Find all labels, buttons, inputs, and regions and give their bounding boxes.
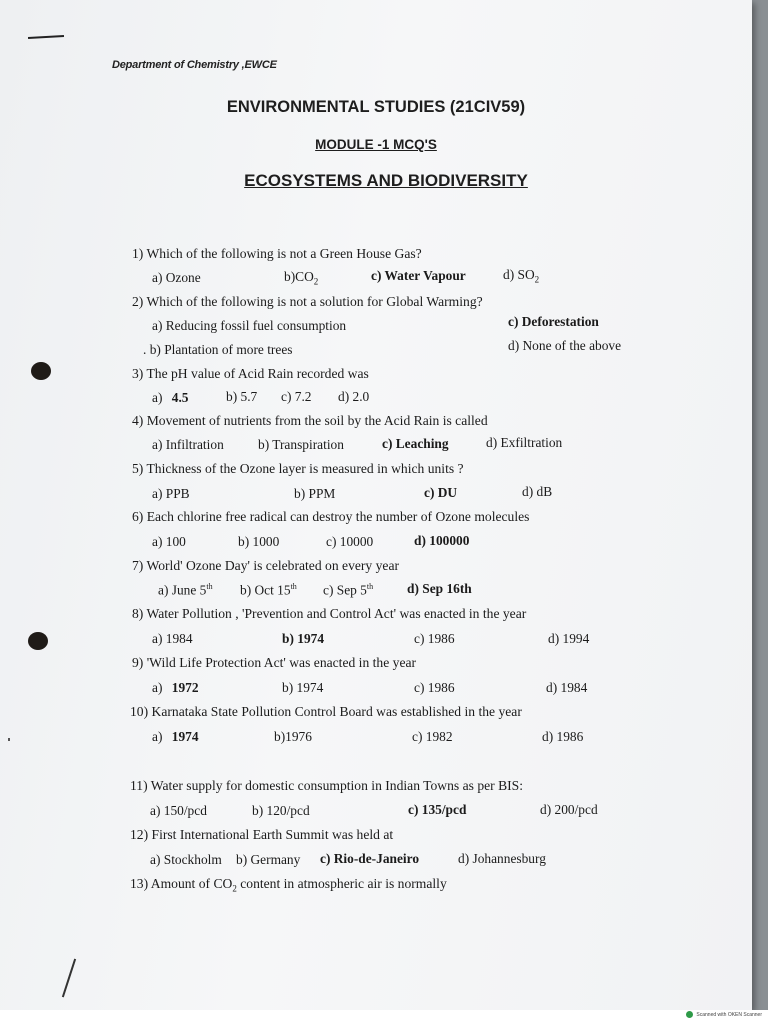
q1-option-b: $b)CO_2$ <box>284 269 319 287</box>
scanner-footer <box>0 1010 768 1024</box>
q7-option-a: a) June 5th <box>158 582 213 598</box>
q12-option-c: c) Rio-de-Janeiro <box>320 851 420 866</box>
q4-option-a: a) Infiltration <box>152 437 224 452</box>
module-title: MODULE -1 MCQ'S <box>315 137 437 152</box>
question-5: 5) Thickness of the Ozone layer is measured in which units ? <box>132 461 464 476</box>
q7-option-b: b) Oct 15th <box>240 582 297 598</box>
q10-option-d: d) 1986 <box>542 729 584 744</box>
question-2: 2) Which of the following is not a solution for Global Warming? <box>132 294 483 309</box>
q5-option-d: d) dB <box>522 484 553 499</box>
question-13: 13) Amount of $CO_2$ content in atmospheric air is normally <box>130 876 447 894</box>
q3-option-c: c) 7.2 <box>281 389 312 404</box>
q11-option-d: d) 200/pcd <box>540 802 598 817</box>
q5-option-a: a) PPB <box>152 486 190 501</box>
q3-option-a: a) 4.5 <box>152 390 189 405</box>
question-4: 4) Movement of nutrients from the soil by the Acid Rain is called <box>132 413 488 428</box>
q1-option-a: a) Ozone <box>152 270 201 285</box>
q8-option-c: c) 1986 <box>414 631 455 646</box>
question-12: 12) First International Earth Summit was held at <box>130 827 394 842</box>
q1-option-c: c) Water Vapour <box>371 268 466 283</box>
q12-option-b: b) Germany <box>236 852 301 867</box>
q2-option-d: d) None of the above <box>508 338 622 353</box>
q10-option-b: b)1976 <box>274 729 312 744</box>
q6-option-d: d) 100000 <box>414 533 470 548</box>
department-label: Department of Chemistry ,EWCE <box>112 59 277 71</box>
scanner-watermark: Scanned with OKEN Scanner <box>686 1011 762 1018</box>
q11-option-b: b) 120/pcd <box>252 803 310 818</box>
q5-option-b: b) PPM <box>294 486 336 501</box>
question-8: 8) Water Pollution , 'Prevention and Control Act' was enacted in the year <box>132 606 527 621</box>
q3-option-d: d) 2.0 <box>338 389 370 404</box>
question-6: 6) Each chlorine free radical can destroy the number of Ozone molecules <box>132 509 530 524</box>
q2-option-b: . b) Plantation of more trees <box>143 342 293 357</box>
q9-option-b: b) 1974 <box>282 680 324 695</box>
question-1: 1) Which of the following is not a Green House Gas? <box>132 246 422 261</box>
pen-stroke-mark <box>62 959 76 998</box>
question-11: 11) Water supply for domestic consumption in Indian Towns as per BIS: <box>130 778 524 793</box>
q7-option-d: d) Sep 16th <box>407 581 472 596</box>
question-7: 7) World' Ozone Day' is celebrated on every year <box>132 558 400 573</box>
question-3: 3) The pH value of Acid Rain recorded was <box>132 366 369 381</box>
q6-option-b: b) 1000 <box>238 534 280 549</box>
q10-option-a: a) 1974 <box>152 729 199 744</box>
q12-option-a: a) Stockholm <box>150 852 222 867</box>
q3-option-b: b) 5.7 <box>226 389 258 404</box>
q11-option-a: a) 150/pcd <box>150 803 207 818</box>
question-9: 9) 'Wild Life Protection Act' was enacted in the year <box>132 655 417 670</box>
speck <box>8 738 10 741</box>
q6-option-a: a) 100 <box>152 534 186 549</box>
q5-option-c: c) DU <box>424 485 458 500</box>
q2-option-c: c) Deforestation <box>508 314 599 329</box>
q9-option-d: d) 1984 <box>546 680 588 695</box>
q10-option-c: c) 1982 <box>412 729 453 744</box>
pen-dash-mark <box>28 35 64 39</box>
q9-option-a: a) 1972 <box>152 680 199 695</box>
q8-option-a: a) 1984 <box>152 631 193 646</box>
topic-title: ECOSYSTEMS AND BIODIVERSITY <box>244 171 528 190</box>
q4-option-b: b) Transpiration <box>258 437 344 452</box>
course-title: ENVIRONMENTAL STUDIES (21CIV59) <box>226 98 526 116</box>
q11-option-c: c) 135/pcd <box>408 802 467 817</box>
punch-hole-lower <box>28 632 48 650</box>
q7-option-c: c) Sep 5th <box>323 582 374 598</box>
q8-option-d: d) 1994 <box>548 631 590 646</box>
q4-option-d: d) Exfiltration <box>486 435 563 450</box>
q12-option-d: d) Johannesburg <box>458 851 546 866</box>
q8-option-b: b) 1974 <box>282 631 325 646</box>
q9-option-c: c) 1986 <box>414 680 455 695</box>
question-10: 10) Karnataka State Pollution Control Board was established in the year <box>130 704 522 719</box>
q6-option-c: c) 10000 <box>326 534 374 549</box>
q1-option-d: d) $SO_2$ <box>503 267 540 285</box>
punch-hole-upper <box>31 362 51 380</box>
q4-option-c: c) Leaching <box>382 436 449 451</box>
q2-option-a: a) Reducing fossil fuel consumption <box>152 318 347 333</box>
scanner-logo-icon <box>686 1011 693 1018</box>
